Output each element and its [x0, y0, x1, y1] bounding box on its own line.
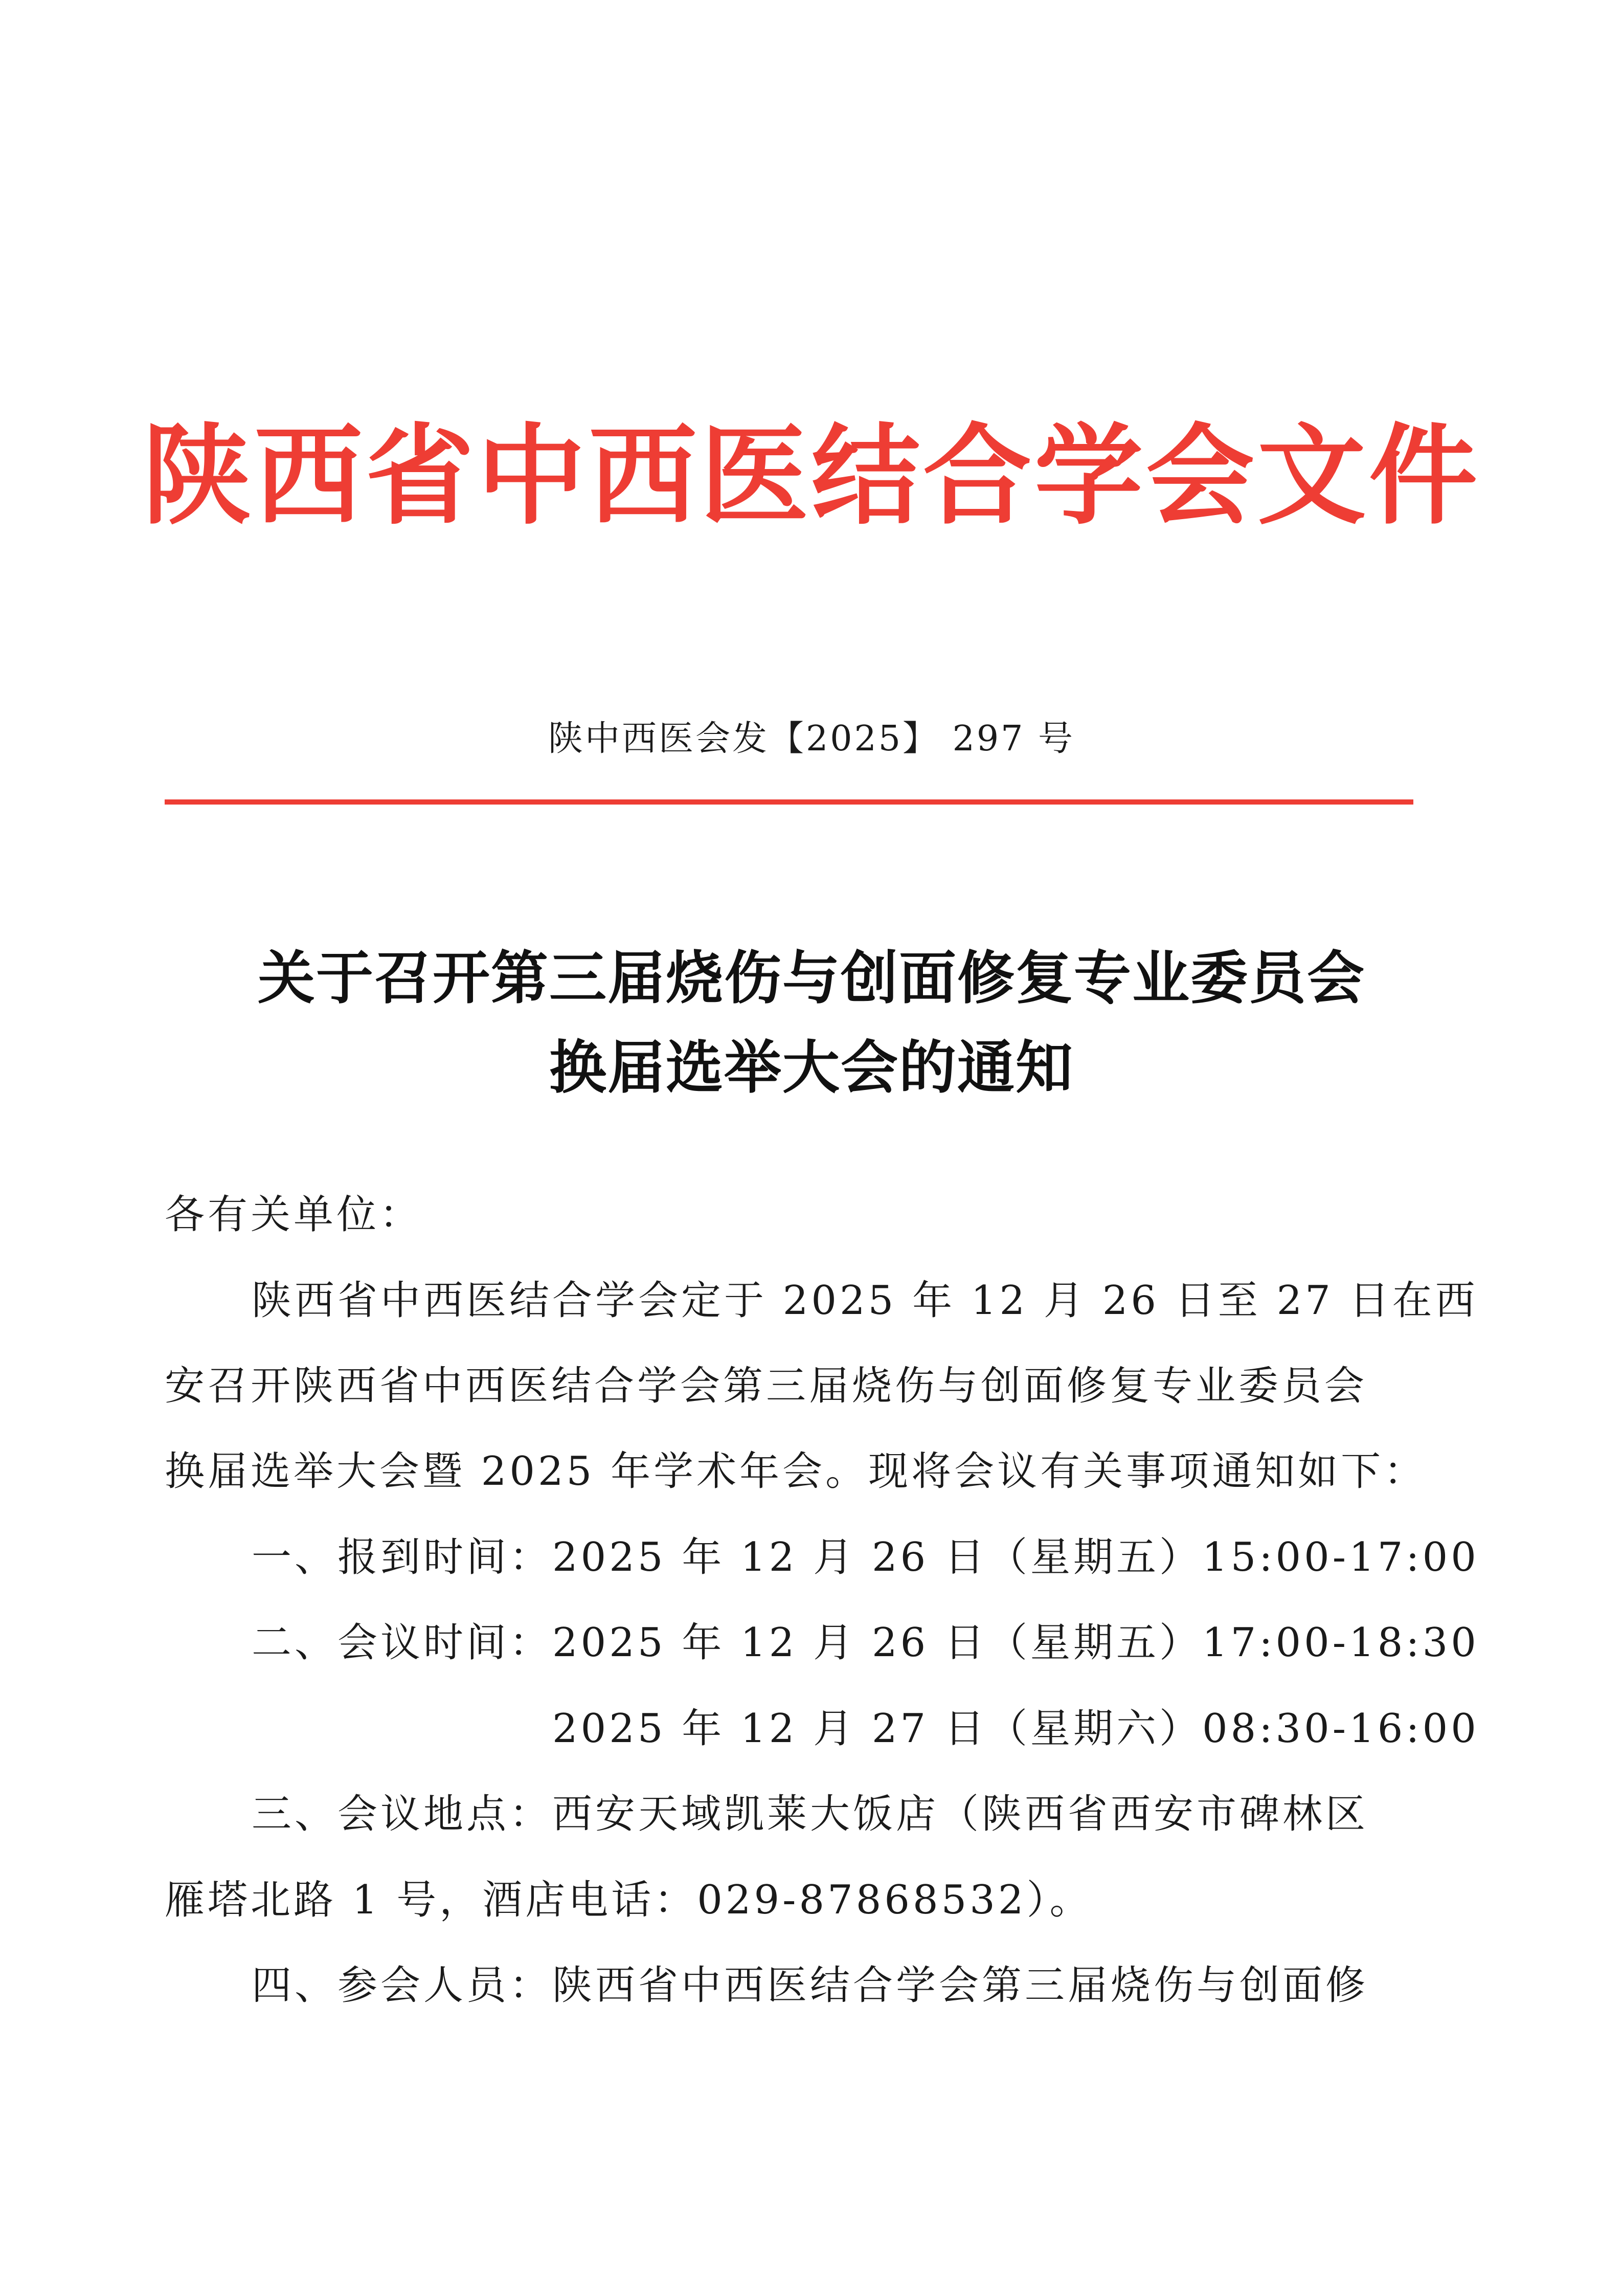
masthead-title: 陕西省中西医结合学会文件	[143, 412, 1480, 539]
venue-label: 三、会议地点：	[252, 1791, 553, 1837]
paragraph-1-line-2: 安召开陕西省中西医结合学会第三届烧伤与创面修复专业委员会	[165, 1363, 1368, 1409]
registration-time-item	[252, 1529, 1479, 1586]
venue-item	[252, 1786, 1368, 1842]
notice-title-line-1: 关于召开第三届烧伤与创面修复专业委员会	[258, 945, 1365, 1012]
registration-time-label: 一、报到时间：	[252, 1534, 553, 1580]
red-divider-line	[165, 799, 1413, 805]
attendees-value-line-1: 陕西省中西医结合学会第三届烧伤与创面修	[552, 1963, 1369, 2009]
notice-title-line-2: 换届选举大会的通知	[549, 1034, 1074, 1101]
venue-value-line-1: 西安天域凯莱大饭店（陕西省西安市碑林区	[552, 1791, 1369, 1837]
salutation: 各有关单位：	[165, 1192, 423, 1238]
attendees-item	[252, 1957, 1368, 2014]
paragraph-1-line-1: 陕西省中西医结合学会定于 2025 年 12 月 26 日至 27 日在西	[252, 1278, 1478, 1324]
meeting-time-value-1: 2025 年 12 月 26 日（星期五）17:00-18:30	[552, 1620, 1479, 1666]
meeting-time-item	[252, 1615, 1479, 1671]
meeting-time-label: 二、会议时间：	[252, 1620, 553, 1666]
registration-time-value: 2025 年 12 月 26 日（星期五）15:00-17:00	[552, 1534, 1479, 1580]
paragraph-1-line-3: 换届选举大会暨 2025 年学术年会。现将会议有关事项通知如下：	[165, 1448, 1427, 1495]
venue-value-line-2: 雁塔北路 1 号，酒店电话：029-87868532）。	[165, 1877, 1093, 1923]
document-number: 陕中西医会发【2025】 297 号	[548, 719, 1075, 759]
notice-title	[0, 933, 1623, 1112]
meeting-time-value-2: 2025 年 12 月 27 日（星期六）08:30-16:00	[552, 1706, 1479, 1752]
attendees-label: 四、参会人员：	[252, 1963, 553, 2009]
